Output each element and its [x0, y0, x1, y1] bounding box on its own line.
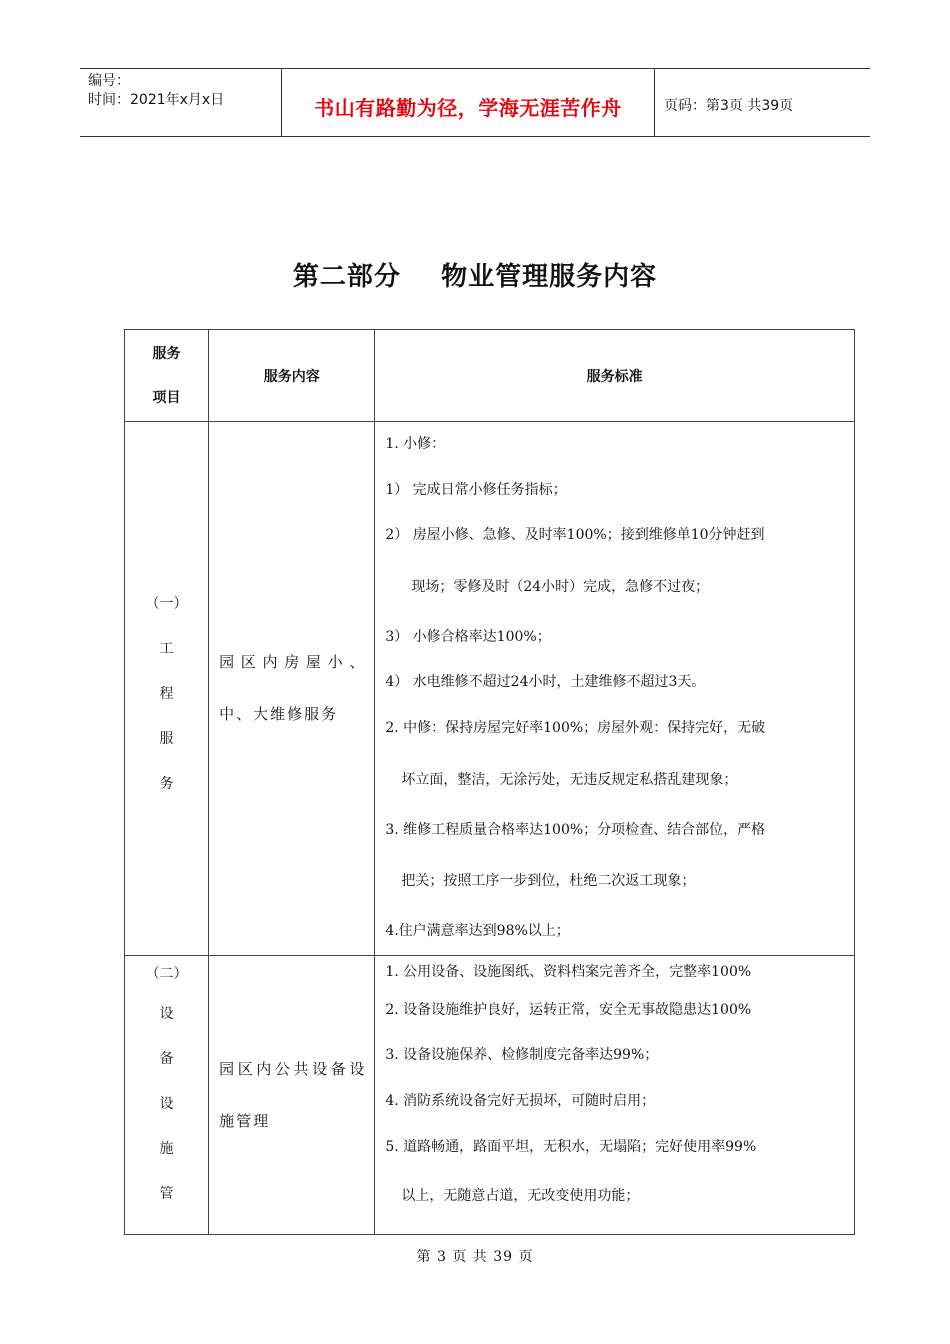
standard-line: 1. 公用设备、设施图纸、资料档案完善齐全，完整率100% — [385, 963, 752, 980]
number-label: 编号： — [88, 73, 130, 89]
item-line: 服 — [159, 730, 174, 747]
standard-line: 坏立面，整洁，无涂污处，无违反规定私搭乱建现象； — [401, 771, 738, 788]
item-line: 管 — [159, 1185, 174, 1202]
header-content: 服务内容 — [209, 330, 375, 422]
header-item — [125, 330, 209, 422]
standard-cell — [375, 955, 855, 1234]
standard-line: 3） 小修合格率达100%； — [385, 628, 551, 645]
standard-line: 把关；按照工序一步到位，杜绝二次返工现象； — [401, 873, 696, 890]
header-page-label: 页码：第3页 共39页 — [664, 98, 794, 114]
standard-cell — [375, 422, 855, 956]
header-item-line1: 服务 — [152, 345, 181, 362]
content-cell: 园区内房屋小、中、大维修服务 — [209, 422, 375, 956]
item-line: 施 — [159, 1140, 174, 1157]
standard-line: 现场；零修及时（24小时）完成，急修不过夜； — [411, 578, 710, 595]
header-motto: 书山有路勤为径，学海无涯苦作舟 — [314, 96, 622, 120]
header-item-line2: 项目 — [152, 389, 181, 406]
header-divider — [654, 68, 655, 136]
standard-line: 3. 维修工程质量合格率达100%；分项检查、结合部位，严格 — [385, 821, 766, 838]
standard-line: 2. 设备设施维护良好，运转正常，安全无事故隐患达100% — [385, 1001, 752, 1018]
standard-line: 4. 消防系统设备完好无损坏，可随时启用； — [385, 1092, 656, 1109]
standard-line: 3. 设备设施保养、检修制度完备率达99%； — [385, 1047, 659, 1064]
header-top-rule — [80, 68, 870, 69]
standard-line: 2） 房屋小修、急修、及时率100%；接到维修单10分钟赶到 — [385, 527, 765, 544]
standard-line: 1. 小修： — [385, 436, 446, 452]
standard-line: 1） 完成日常小修任务指标； — [385, 481, 567, 498]
table-header-row — [125, 330, 855, 422]
time-label: 时间：2021年x月x日 — [88, 92, 225, 108]
item-line: 备 — [159, 1050, 174, 1067]
item-line: （一） — [145, 595, 188, 612]
item-cell — [125, 422, 209, 956]
item-line: 工 — [159, 640, 174, 657]
standard-line: 5. 道路畅通，路面平坦，无积水，无塌陷；完好使用率99% — [385, 1138, 757, 1155]
header-standard: 服务标准 — [375, 330, 855, 422]
item-cell — [125, 955, 209, 1234]
item-line: （二） — [145, 965, 188, 982]
standard-line: 以上，无随意占道，无改变使用功能； — [401, 1188, 640, 1205]
service-table — [124, 329, 855, 1235]
item-line: 设 — [159, 1095, 174, 1112]
standard-line: 4） 水电维修不超过24小时，土建维修不超过3天。 — [385, 674, 706, 691]
item-line: 务 — [159, 775, 174, 792]
table-row — [125, 955, 855, 1234]
standard-line: 2. 中修：保持房屋完好率100%；房屋外观：保持完好，无破 — [385, 719, 766, 736]
standard-line: 4.住户满意率达到98%以上； — [385, 923, 570, 940]
header-bottom-rule — [80, 136, 870, 137]
table-row — [125, 422, 855, 956]
page-title: 第二部分 物业管理服务内容 — [292, 262, 658, 292]
item-line: 设 — [159, 1005, 174, 1022]
header-left — [88, 72, 224, 110]
content-cell: 园区内公共设备设施管理 — [209, 955, 375, 1234]
page-footer: 第 3 页 共 39 页 — [416, 1249, 534, 1265]
item-line: 程 — [159, 685, 174, 702]
